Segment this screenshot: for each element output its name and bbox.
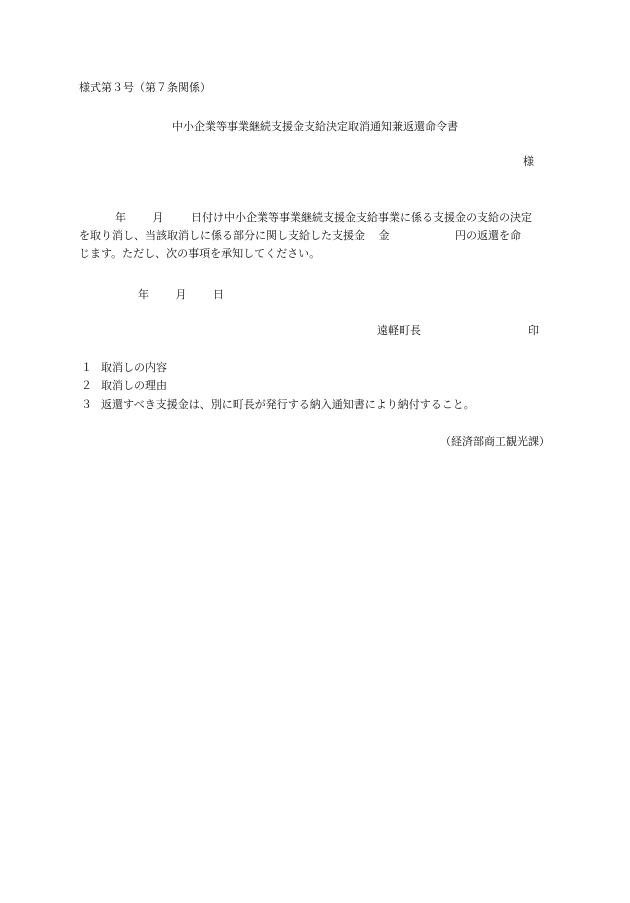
department-name: （経済部商工観光課） bbox=[440, 435, 550, 448]
item-text: 取消しの内容 bbox=[101, 361, 167, 374]
list-item bbox=[81, 361, 167, 375]
item-text: 取消しの理由 bbox=[101, 379, 167, 392]
body-month: 月 bbox=[152, 211, 164, 224]
body-line-1 bbox=[79, 211, 532, 225]
body-line-2 bbox=[79, 229, 521, 243]
date-day: 日 bbox=[213, 288, 224, 301]
list-item bbox=[81, 379, 167, 393]
issue-date bbox=[138, 288, 224, 302]
item-number: ３ bbox=[81, 398, 92, 411]
amount-prefix: 金 bbox=[378, 229, 390, 242]
body-line-3: じます。ただし、次の事項を承知してください。 bbox=[79, 247, 321, 260]
item-number: １ bbox=[81, 361, 92, 374]
date-month: 月 bbox=[175, 288, 187, 301]
body-line-1-text: 日付け中小企業等事業継続支援金支給事業に係る支援金の支給の決定 bbox=[191, 211, 532, 224]
document-title: 中小企業等事業継続支援金支給決定取消通知兼返還命令書 bbox=[172, 120, 458, 133]
date-year: 年 bbox=[138, 288, 149, 301]
item-number: ２ bbox=[81, 379, 92, 392]
form-number: 様式第３号（第７条関係） bbox=[79, 81, 211, 94]
body-line-2-tail: 円の返還を命 bbox=[455, 229, 521, 242]
body-year: 年 bbox=[115, 211, 126, 224]
body-line-2-text: を取り消し、当該取消しに係る部分に関し支給した支援金 bbox=[79, 229, 365, 242]
issuer-name: 遠軽町長 bbox=[377, 324, 421, 337]
list-item bbox=[81, 398, 475, 412]
addressee-honorific: 様 bbox=[523, 155, 534, 168]
item-text: 返還すべき支援金は、別に町長が発行する納入通知書により納付すること。 bbox=[101, 398, 475, 411]
seal-mark: 印 bbox=[528, 324, 539, 337]
